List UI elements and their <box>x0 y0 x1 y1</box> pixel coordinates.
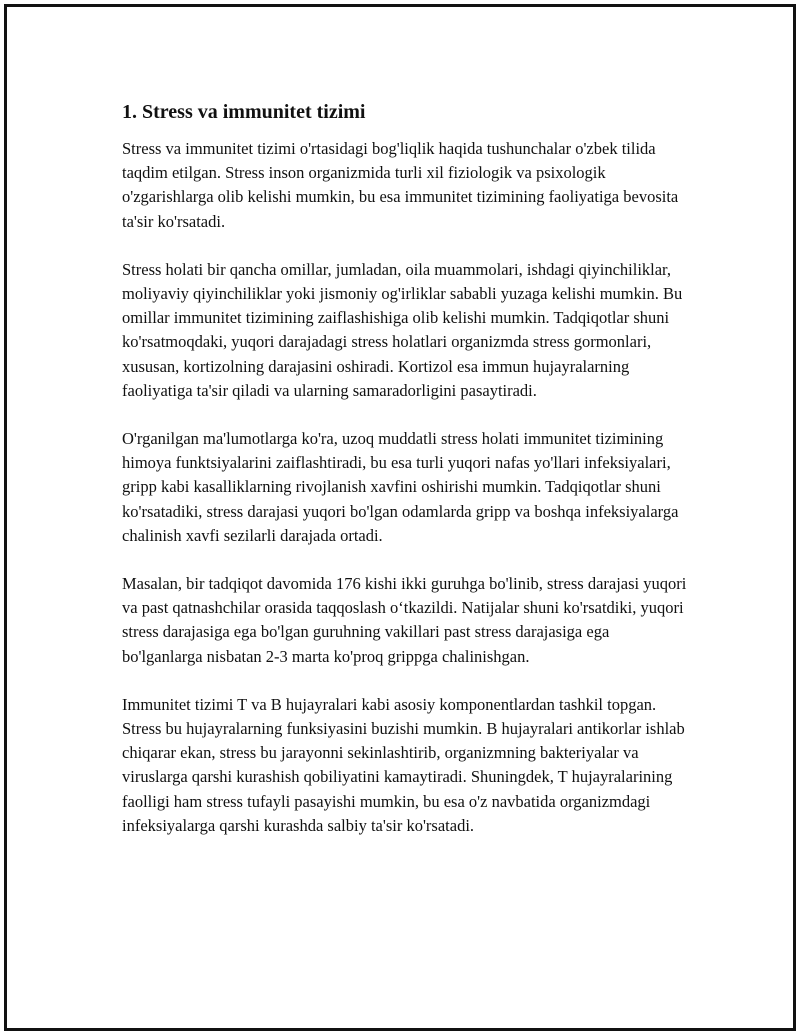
paragraph-4: Masalan, bir tadqiqot davomida 176 kishi ikki guruhga bo'linib, stress darajasi yuqori va past qatnashchilar orasida taqqoslash o‘tkazildi. Natijalar shuni ko'rsatdiki, yuqori stress darajasiga ega bo'lgan guruhning vakillari past stress darajasiga ega bo'lganlarga nisbatan 2-3 marta ko'proq grippga chalinishgan. <box>122 574 687 666</box>
section-title: 1. Stress va immunitet tizimi <box>122 101 366 123</box>
paragraph-1: Stress va immunitet tizimi o'rtasidagi bog'liqlik haqida tushunchalar o'zbek tilida taqdim etilgan. Stress inson organizmida turli xil fiziologik va psixologik o'zgarishlarga olib kelishi mumkin, bu esa immunitet tizimining faoliyatiga bevosita ta'sir ko'rsatadi. <box>122 139 679 231</box>
document-content <box>122 99 692 862</box>
paragraph-5: Immunitet tizimi T va B hujayralari kabi asosiy komponentlardan tashkil topgan. Stress bu hujayralarning funksiyasini buzishi mumkin. B hujayralari antikorlar ishlab chiqarar ekan, stress bu jarayonni sekinlashtirib, organizmning bakteriyalar va viruslarga qarshi kurashish qobiliyatini kamaytiradi. Shuningdek, T hujayralarining faolligi ham stress tufayli pasayishi mumkin, bu esa o'z navbatida organizmdagi infeksiyalarga qarshi kurashda salbiy ta'sir ko'rsatadi. <box>122 694 685 835</box>
page-frame <box>4 4 796 1031</box>
paragraph-2: Stress holati bir qancha omillar, jumladan, oila muammolari, ishdagi qiyinchiliklar, moliyaviy qiyinchiliklar yoki jismoniy og'irliklar sababli yuzaga kelishi mumkin. Bu omillar immunitet tizimining zaiflashishiga olib kelishi mumkin. Tadqiqotlar shuni ko'rsatmoqdaki, yuqori darajadagi stress holatlari organizmda stress gormonlari, xususan, kortizolning darajasini oshiradi. Kortizol esa immun hujayralarning faoliyatiga ta'sir qiladi va ularning samaradorligini pasaytiradi. <box>122 259 683 400</box>
paragraph-3: O'rganilgan ma'lumotlarga ko'ra, uzoq muddatli stress holati immunitet tizimining himoya funktsiyalarini zaiflashtiradi, bu esa turli yuqori nafas yo'llari infeksiyalari, gripp kabi kasalliklarning rivojlanish xavfini oshirishi mumkin. Tadqiqotlar shuni ko'rsatadiki, stress darajasi yuqori bo'lgan odamlarda gripp va boshqa infeksiyalarga chalinish xavfi sezilarli darajada ortadi. <box>122 429 679 545</box>
